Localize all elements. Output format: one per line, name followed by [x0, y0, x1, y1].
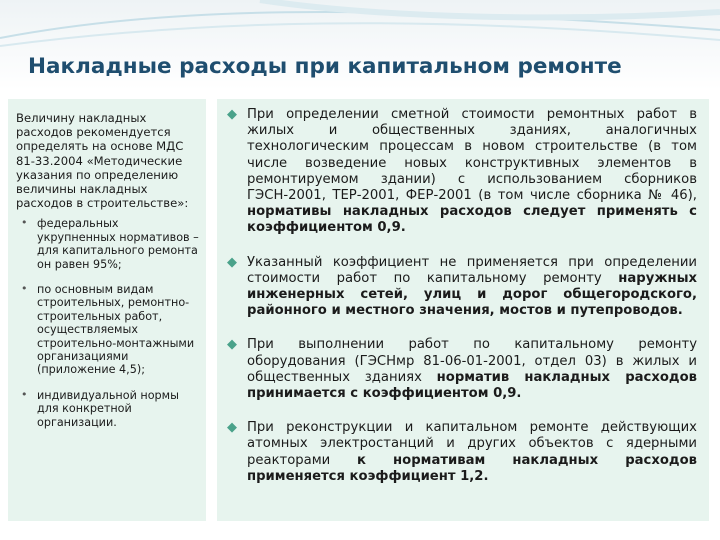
- item-bold-text: норматив накладных расходов принимается с коэффициентом 0,9.: [247, 369, 697, 402]
- left-panel: [8, 99, 206, 521]
- left-list: [16, 217, 200, 429]
- item-bold-text: нормативы накладных расходов следует применять с коэффициентом 0,9.: [247, 204, 697, 236]
- right-panel: [217, 99, 709, 521]
- list-item: • по основным видам строительных, ремонтно-строительных работ, осуществляемых строительно-монтажными организациями (приложение 4,5);: [21, 282, 195, 377]
- item-bold-text: наружных инженерных сетей, улиц и дорог общегородского, районного и местного значения, мостов и путепроводов.: [247, 270, 697, 319]
- list-item: • индивидуальной нормы для конкретной организации.: [21, 387, 179, 429]
- item-bold-text: к нормативам накладных расходов применяется коэффициент 1,2.: [247, 452, 697, 484]
- slide-title: Накладные расходы при капитальном ремонте: [28, 54, 622, 79]
- bullet-dot-icon: •: [21, 387, 28, 401]
- list-item: [227, 337, 697, 402]
- bullet-diamond-icon: ◆: [227, 254, 237, 270]
- left-intro-text: Величину накладных расходов рекомендуется определять на основе МДС 81-33.2004 «Методические указания по определению величины накладных расходов в строительстве»:: [16, 111, 189, 211]
- bullet-diamond-icon: ◆: [227, 420, 237, 436]
- list-item: [227, 255, 697, 320]
- item-text: Указанный коэффициент не применяется при определении стоимости работ по капитальному ремонту: [247, 254, 697, 286]
- list-item: [227, 107, 697, 237]
- bullet-dot-icon: •: [21, 282, 28, 296]
- item-text: При определении сметной стоимости ремонтных работ в жилых и общественных зданиях, аналогичных технологическим процессам в новом строительстве (в том числе возведение новых конструктивных элементов в ремонтируемом здании) с использованием сборников ГЭСН-2001, ТЕР-2001, ФЕР-2001 (в том числе сборника № 46),: [247, 107, 697, 204]
- item-text: При выполнении работ по капитальному ремонту оборудования (ГЭСНмр 81-06-01-2001, отдел 03) в жилых и общественных зданиях: [247, 337, 697, 385]
- list-item: • федеральных укрупненных нормативов – для капитального ремонта он равен 95%;: [21, 216, 199, 271]
- item-text: При реконструкции и капитальном ремонте действующих атомных электростанций и других объектов с ядерными реакторами: [247, 420, 697, 468]
- right-list: [227, 107, 697, 485]
- list-item: [227, 420, 697, 485]
- bullet-diamond-icon: ◆: [227, 107, 237, 122]
- bullet-diamond-icon: ◆: [227, 337, 237, 353]
- bullet-dot-icon: •: [21, 216, 28, 230]
